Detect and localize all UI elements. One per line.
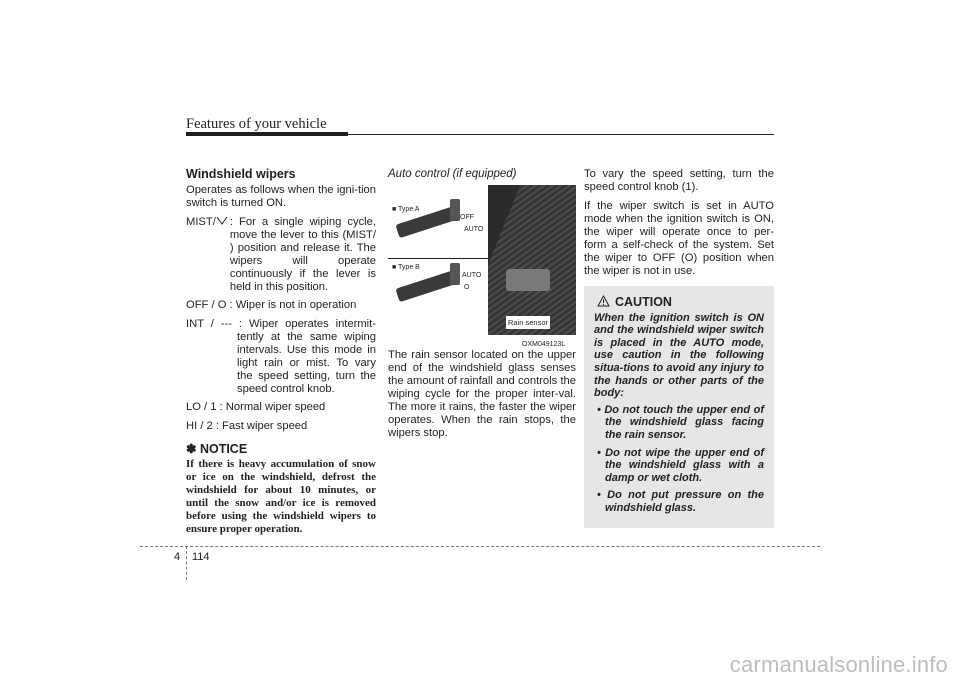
type-b-auto-label: AUTO bbox=[462, 272, 482, 279]
figure-image bbox=[388, 185, 576, 335]
intro-paragraph: Operates as follows when the igni-tion switch is turned ON. bbox=[186, 184, 376, 209]
speed-paragraph: To vary the speed setting, turn the speed control knob (1). bbox=[584, 168, 774, 193]
footer-divider bbox=[186, 546, 187, 580]
type-b-label: ■ Type B bbox=[392, 264, 420, 271]
wiper-knob-type-a bbox=[450, 199, 460, 221]
mist-definition bbox=[186, 216, 376, 294]
auto-mode-paragraph: If the wiper switch is set in AUTO mode when the ignition switch is ON, the wiper will operate once to per-form a self-check of the system. Set the wiper to OFF (O) position when the wiper is not in use. bbox=[584, 200, 774, 277]
rain-sensor-paragraph: The rain sensor located on the upper end of the windshield glass senses the amount of rainfall and controls the wiping cycle for the proper inter-val. The more it rains, the faster the wiper operates. When the rain stops, the wipers stop. bbox=[388, 349, 576, 439]
column-2 bbox=[388, 168, 576, 446]
chevron-down-icon bbox=[216, 216, 230, 229]
figure-code: OXM049123L bbox=[522, 341, 566, 348]
caution-box bbox=[584, 286, 774, 528]
notice-heading: ✽ NOTICE bbox=[186, 442, 248, 456]
watermark: carmanualsonline.info bbox=[729, 652, 948, 677]
column-1 bbox=[186, 168, 376, 536]
section-heading-auto-control: Auto control (if equipped) bbox=[388, 168, 517, 180]
mist-description: : For a single wiping cycle, move the lever to this (MIST/ ) position and release it. The wipers will operate continuously if the lever is held in this position. bbox=[229, 216, 376, 293]
mist-term: MIST/ bbox=[186, 216, 230, 294]
caution-list bbox=[594, 404, 764, 515]
caution-heading-row bbox=[594, 295, 764, 310]
page-number: 114 bbox=[192, 551, 210, 563]
figure-rain-sensor bbox=[388, 185, 576, 349]
list-item: • Do not put pressure on the windshield glass. bbox=[597, 489, 764, 514]
list-item: • Do not wipe the upper end of the windshield glass with a damp or wet cloth. bbox=[597, 446, 764, 484]
wiper-knob-type-b bbox=[450, 263, 460, 285]
caution-body: When the ignition switch is ON and the windshield wiper switch is placed in the AUTO mode, use caution in the following situa-tions to avoid any injury to the hands or other parts of the body: bbox=[594, 311, 764, 400]
list-item: • Do not touch the upper end of the windshield glass facing the rain sensor. bbox=[597, 403, 764, 441]
warning-triangle-icon bbox=[597, 295, 610, 310]
type-b-o-label: O bbox=[464, 284, 470, 291]
header-title: Features of your vehicle bbox=[186, 116, 327, 132]
type-a-auto-label: AUTO bbox=[464, 226, 484, 233]
header-rule bbox=[186, 134, 774, 135]
footer-rule bbox=[140, 546, 820, 547]
section-heading-windshield-wipers: Windshield wipers bbox=[186, 167, 296, 181]
lo-line: LO / 1 : Normal wiper speed bbox=[186, 401, 326, 413]
type-a-off-label: OFF bbox=[460, 214, 474, 221]
caution-heading: CAUTION bbox=[615, 295, 672, 309]
off-line: OFF / O : Wiper is not in operation bbox=[186, 299, 357, 311]
type-a-label: ■ Type A bbox=[392, 206, 420, 213]
notice-body: If there is heavy accumulation of snow or ice on the windshield, defrost the windshield for about 10 minutes, or until the snow and/or ice is removed before using the windshield wipers to ensure proper operation. bbox=[186, 458, 376, 535]
chapter-number: 4 bbox=[174, 551, 181, 563]
rain-sensor-graphic bbox=[506, 269, 550, 291]
column-3 bbox=[584, 168, 774, 528]
int-line: INT / --- : Wiper operates intermit-tently at the same wiping intervals. Use this mode in light rain or mist. To vary the speed setting, turn the speed control knob. bbox=[186, 318, 376, 395]
hi-line: HI / 2 : Fast wiper speed bbox=[186, 420, 308, 432]
rain-sensor-label: Rain sensor bbox=[508, 318, 549, 327]
figure-divider bbox=[388, 258, 488, 259]
